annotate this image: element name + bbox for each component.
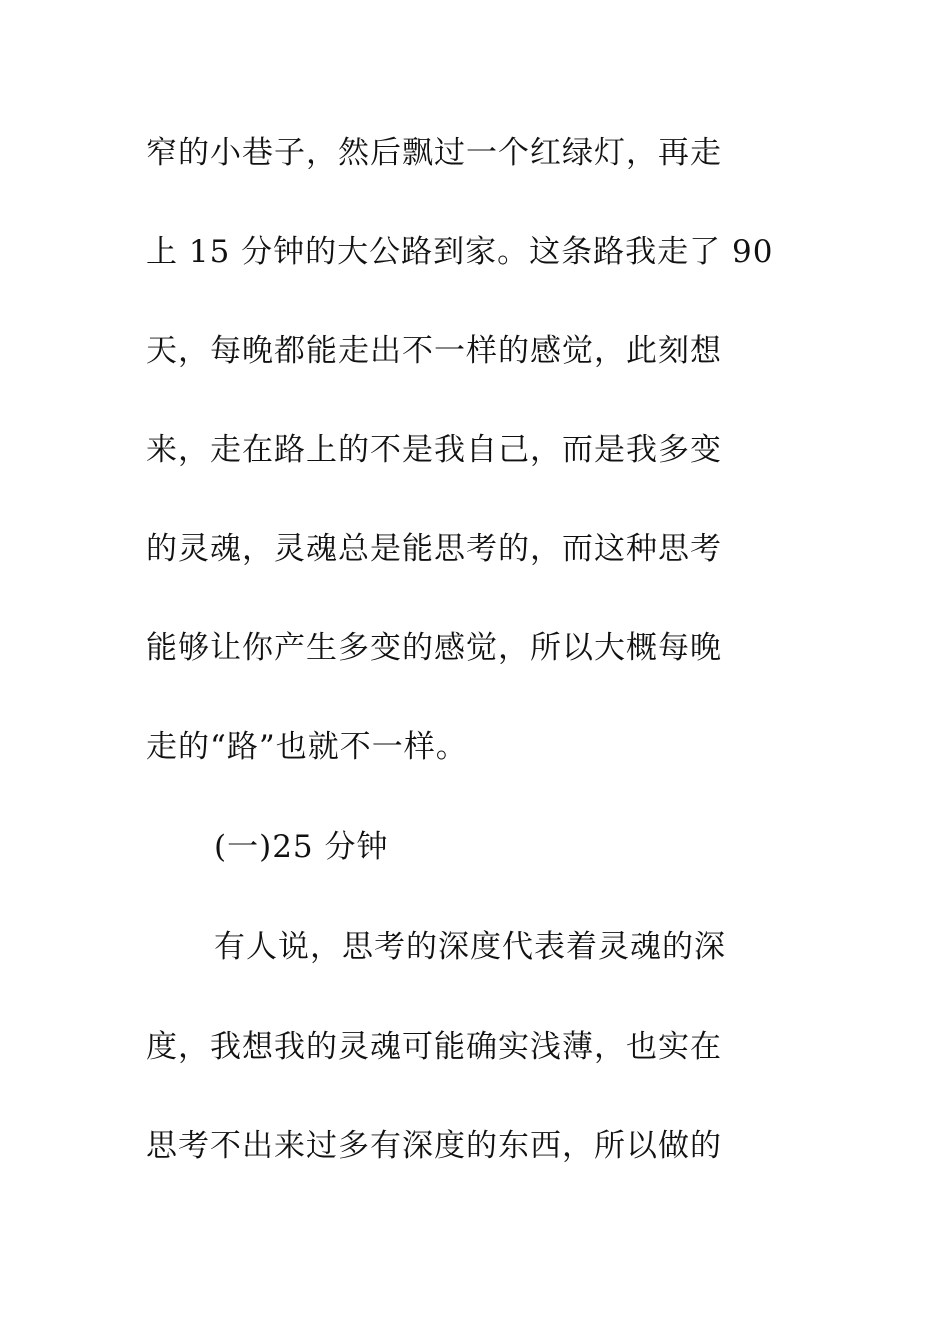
section-heading: (一)25 分钟 bbox=[214, 829, 389, 865]
text-line: 窄的小巷子，然后飘过一个红绿灯，再走 bbox=[146, 135, 722, 171]
paragraph-first-line: 有人说，思考的深度代表着灵魂的深 bbox=[214, 929, 726, 965]
text-line: 思考不出来过多有深度的东西，所以做的 bbox=[146, 1128, 722, 1164]
text-line: 上 15 分钟的大公路到家。这条路我走了 90 bbox=[146, 234, 774, 270]
text-line: 度，我想我的灵魂可能确实浅薄，也实在 bbox=[146, 1029, 722, 1065]
text-line: 的灵魂，灵魂总是能思考的，而这种思考 bbox=[146, 531, 722, 567]
text-line: 能够让你产生多变的感觉，所以大概每晚 bbox=[146, 630, 722, 666]
text-line: 走的“路”也就不一样。 bbox=[146, 729, 468, 765]
text-line: 来，走在路上的不是我自己，而是我多变 bbox=[146, 432, 722, 468]
text-line: 天，每晚都能走出不一样的感觉，此刻想 bbox=[146, 333, 722, 369]
